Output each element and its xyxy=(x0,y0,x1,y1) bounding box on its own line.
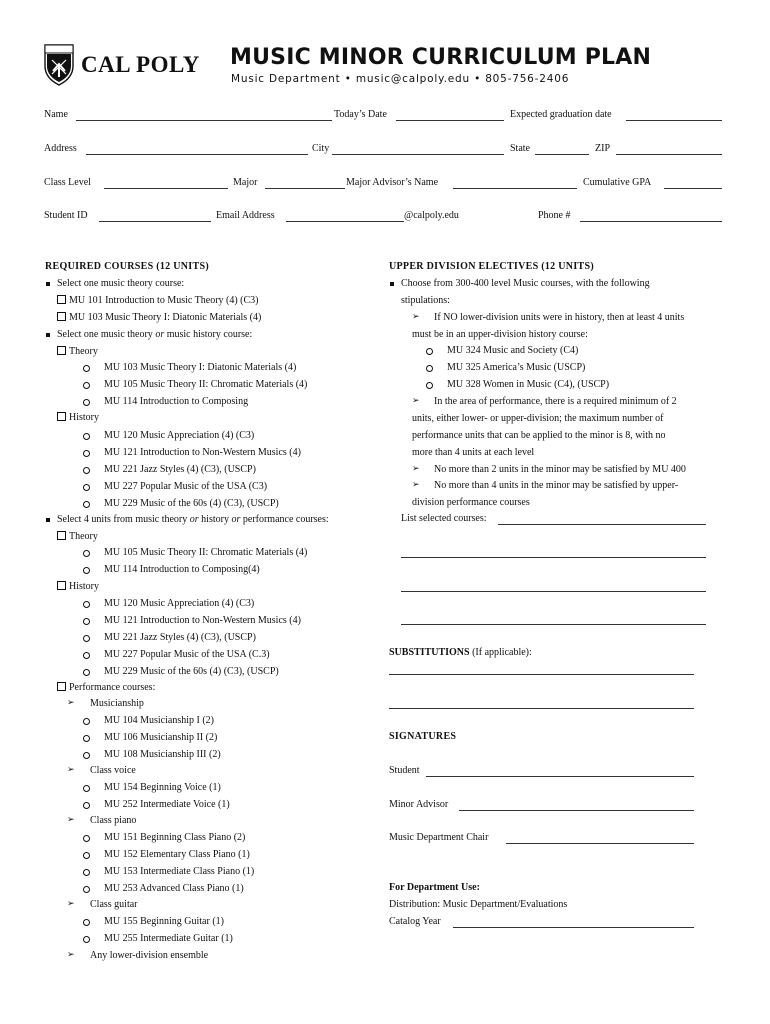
circle-option-icon[interactable] xyxy=(83,919,90,926)
student-id-label: Student ID xyxy=(44,210,88,221)
course-option: MU 221 Jazz Styles (4) (C3), (USCP) xyxy=(104,632,256,643)
arrow-bullet-icon: ➢ xyxy=(67,698,75,708)
course-option: MU 103 Music Theory I: Diatonic Materials (4) xyxy=(104,362,297,373)
category-history[interactable]: History xyxy=(57,412,99,423)
course-option: MU 153 Intermediate Class Piano (1) xyxy=(104,866,255,877)
bullet-icon xyxy=(46,518,50,522)
category-theory[interactable]: Theory xyxy=(57,346,98,357)
circle-option-icon[interactable] xyxy=(83,484,90,491)
category-performance[interactable]: Performance courses: xyxy=(57,682,155,693)
course-option: MU 105 Music Theory II: Chromatic Materials (4) xyxy=(104,547,308,558)
course-option: MU 155 Beginning Guitar (1) xyxy=(104,916,224,927)
advisor-sig-label: Minor Advisor xyxy=(389,799,449,810)
course-option: MU 114 Introduction to Composing xyxy=(104,396,249,407)
logo-wordmark: CAL POLY xyxy=(81,52,200,77)
course-option: MU 120 Music Appreciation (4) (C3) xyxy=(104,598,255,609)
bullet-icon xyxy=(390,282,394,286)
substitution-line[interactable] xyxy=(389,674,694,675)
checkbox-icon[interactable] xyxy=(57,295,66,304)
catalog-year-field[interactable] xyxy=(453,927,694,928)
zip-field[interactable] xyxy=(616,154,722,155)
circle-option-icon[interactable] xyxy=(83,669,90,676)
address-label: Address xyxy=(44,143,77,154)
substitutions-heading: SUBSTITUTIONS (If applicable): xyxy=(389,647,532,658)
list-courses-label: List selected courses: xyxy=(401,513,487,524)
course-option: MU 227 Popular Music of the USA (C.3) xyxy=(104,649,270,660)
category-theory[interactable]: Theory xyxy=(57,531,98,542)
checkbox-icon[interactable] xyxy=(57,346,66,355)
checkbox-icon[interactable] xyxy=(57,581,66,590)
stipulation: No more than 2 units in the minor may be satisfied by MU 400 xyxy=(434,464,686,475)
circle-option-icon[interactable] xyxy=(83,399,90,406)
catalog-year-label: Catalog Year xyxy=(389,916,441,927)
name-field[interactable] xyxy=(76,120,332,121)
expected-grad-field[interactable] xyxy=(626,120,722,121)
major-field[interactable] xyxy=(265,188,345,189)
todays-date-label: Today’s Date xyxy=(334,109,387,120)
circle-option-icon[interactable] xyxy=(83,718,90,725)
circle-option-icon[interactable] xyxy=(83,936,90,943)
stipulation-cont: more than 4 units at each level xyxy=(412,447,535,458)
course-line[interactable] xyxy=(401,624,706,625)
course-option: MU 324 Music and Society (C4) xyxy=(447,345,579,356)
course-option: MU 104 Musicianship I (2) xyxy=(104,715,214,726)
circle-option-icon[interactable] xyxy=(83,635,90,642)
arrow-bullet-icon: ➢ xyxy=(412,464,420,474)
chair-sig-label: Music Department Chair xyxy=(389,832,489,843)
stipulation: In the area of performance, there is a required minimum of 2 xyxy=(434,396,677,407)
instruction-cont: stipulations: xyxy=(401,295,450,306)
course-line[interactable] xyxy=(401,557,706,558)
course-option: MU 227 Popular Music of the USA (C3) xyxy=(104,481,268,492)
expected-grad-label: Expected graduation date xyxy=(510,109,612,120)
circle-option-icon[interactable] xyxy=(83,869,90,876)
gpa-label: Cumulative GPA xyxy=(583,177,652,188)
distribution-text: Distribution: Music Department/Evaluations xyxy=(389,899,568,910)
circle-option-icon[interactable] xyxy=(83,550,90,557)
address-field[interactable] xyxy=(86,154,308,155)
arrow-bullet-icon: ➢ xyxy=(67,950,75,960)
stipulation-cont: units, either lower- or upper-division; the maximum number of xyxy=(412,413,664,424)
electives-heading: UPPER DIVISION ELECTIVES (12 UNITS) xyxy=(389,261,594,272)
course-option: MU 121 Introduction to Non-Western Musics (4) xyxy=(104,615,301,626)
circle-option-icon[interactable] xyxy=(83,802,90,809)
course-option: MU 151 Beginning Class Piano (2) xyxy=(104,832,246,843)
stipulation-cont: must be in an upper-division history course: xyxy=(412,329,588,340)
signatures-heading: SIGNATURES xyxy=(389,731,457,742)
email-domain: @calpoly.edu xyxy=(404,210,459,221)
course-option: MU 108 Musicianship III (2) xyxy=(104,749,221,760)
circle-option-icon[interactable] xyxy=(83,785,90,792)
checkbox-icon[interactable] xyxy=(57,312,66,321)
circle-option-icon[interactable] xyxy=(426,365,433,372)
course-option[interactable]: MU 101 Introduction to Music Theory (4) (C3) xyxy=(57,295,259,306)
stipulation: If NO lower-division units were in history, then at least 4 units xyxy=(434,312,685,323)
required-courses-heading: REQUIRED COURSES (12 UNITS) xyxy=(45,261,209,272)
instruction: Select one music theory course: xyxy=(57,278,185,289)
zip-label: ZIP xyxy=(595,143,610,154)
course-option: MU 252 Intermediate Voice (1) xyxy=(104,799,230,810)
course-line[interactable] xyxy=(498,524,706,525)
course-option: MU 106 Musicianship II (2) xyxy=(104,732,218,743)
page-subtitle: Music Department • music@calpoly.edu • 805-756-2406 xyxy=(231,73,570,85)
circle-option-icon[interactable] xyxy=(83,501,90,508)
circle-option-icon[interactable] xyxy=(83,467,90,474)
subcategory: Any lower-division ensemble xyxy=(90,950,209,961)
course-option: MU 154 Beginning Voice (1) xyxy=(104,782,221,793)
course-option: MU 120 Music Appreciation (4) (C3) xyxy=(104,430,255,441)
subcategory: Class guitar xyxy=(90,899,138,910)
circle-option-icon[interactable] xyxy=(83,652,90,659)
arrow-bullet-icon: ➢ xyxy=(412,396,420,406)
subcategory: Class voice xyxy=(90,765,136,776)
name-label: Name xyxy=(44,109,68,120)
circle-option-icon[interactable] xyxy=(83,382,90,389)
circle-option-icon[interactable] xyxy=(83,735,90,742)
arrow-bullet-icon: ➢ xyxy=(412,312,420,322)
stipulation: No more than 4 units in the minor may be satisfied by upper- xyxy=(434,480,679,491)
todays-date-field[interactable] xyxy=(396,120,504,121)
stipulation-cont: division performance courses xyxy=(412,497,530,508)
circle-option-icon[interactable] xyxy=(83,852,90,859)
student-signature-field[interactable] xyxy=(426,776,694,777)
circle-option-icon[interactable] xyxy=(83,835,90,842)
course-option: MU 221 Jazz Styles (4) (C3), (USCP) xyxy=(104,464,256,475)
course-option[interactable]: MU 103 Music Theory I: Diatonic Materials (4) xyxy=(57,312,261,323)
email-label: Email Address xyxy=(216,210,275,221)
bullet-icon xyxy=(46,333,50,337)
course-option: MU 121 Introduction to Non-Western Musics (4) xyxy=(104,447,301,458)
city-label: City xyxy=(312,143,330,154)
subcategory: Musicianship xyxy=(90,698,144,709)
state-field[interactable] xyxy=(535,154,589,155)
circle-option-icon[interactable] xyxy=(83,567,90,574)
circle-option-icon[interactable] xyxy=(83,365,90,372)
subcategory: Class piano xyxy=(90,815,137,826)
instruction: Select one music theory or music history course: xyxy=(57,329,253,340)
city-field[interactable] xyxy=(332,154,504,155)
instruction: Select 4 units from music theory or history or performance courses: xyxy=(57,514,329,525)
page-title: MUSIC MINOR CURRICULUM PLAN xyxy=(230,45,652,70)
course-option: MU 253 Advanced Class Piano (1) xyxy=(104,883,244,894)
circle-option-icon[interactable] xyxy=(426,382,433,389)
circle-option-icon[interactable] xyxy=(83,618,90,625)
course-option: MU 229 Music of the 60s (4) (C3), (USCP) xyxy=(104,498,279,509)
course-option: MU 114 Introduction to Composing(4) xyxy=(104,564,260,575)
arrow-bullet-icon: ➢ xyxy=(412,480,420,490)
shield-icon xyxy=(44,44,74,86)
student-id-field[interactable] xyxy=(99,221,211,222)
course-option: MU 229 Music of the 60s (4) (C3), (USCP) xyxy=(104,666,279,677)
circle-option-icon[interactable] xyxy=(83,752,90,759)
major-label: Major xyxy=(233,177,258,188)
checkbox-icon[interactable] xyxy=(57,682,66,691)
course-option: MU 325 America’s Music (USCP) xyxy=(447,362,586,373)
checkbox-icon[interactable] xyxy=(57,412,66,421)
cal-poly-logo xyxy=(44,44,204,88)
arrow-bullet-icon: ➢ xyxy=(67,815,75,825)
circle-option-icon[interactable] xyxy=(83,886,90,893)
email-field[interactable] xyxy=(286,221,404,222)
state-label: State xyxy=(510,143,530,154)
circle-option-icon[interactable] xyxy=(83,433,90,440)
checkbox-icon[interactable] xyxy=(57,531,66,540)
circle-option-icon[interactable] xyxy=(83,601,90,608)
advisor-signature-field[interactable] xyxy=(459,810,694,811)
course-option: MU 328 Women in Music (C4), (USCP) xyxy=(447,379,610,390)
phone-field[interactable] xyxy=(580,221,722,222)
class-level-label: Class Level xyxy=(44,177,91,188)
dept-use-heading: For Department Use: xyxy=(389,882,480,893)
major-advisor-label: Major Advisor’s Name xyxy=(346,177,439,188)
course-line[interactable] xyxy=(401,591,706,592)
circle-option-icon[interactable] xyxy=(83,450,90,457)
chair-signature-field[interactable] xyxy=(506,843,694,844)
category-history[interactable]: History xyxy=(57,581,99,592)
instruction: Choose from 300-400 level Music courses, with the following xyxy=(401,278,650,289)
bullet-icon xyxy=(46,282,50,286)
class-level-field[interactable] xyxy=(104,188,228,189)
substitution-line[interactable] xyxy=(389,708,694,709)
stipulation-cont: performance units that can be applied to the minor is 8, with no xyxy=(412,430,666,441)
circle-option-icon[interactable] xyxy=(426,348,433,355)
arrow-bullet-icon: ➢ xyxy=(67,899,75,909)
gpa-field[interactable] xyxy=(664,188,722,189)
course-option: MU 152 Elementary Class Piano (1) xyxy=(104,849,250,860)
arrow-bullet-icon: ➢ xyxy=(67,765,75,775)
course-option: MU 255 Intermediate Guitar (1) xyxy=(104,933,233,944)
phone-label: Phone # xyxy=(538,210,571,221)
course-option: MU 105 Music Theory II: Chromatic Materials (4) xyxy=(104,379,308,390)
student-sig-label: Student xyxy=(389,765,420,776)
major-advisor-field[interactable] xyxy=(453,188,577,189)
